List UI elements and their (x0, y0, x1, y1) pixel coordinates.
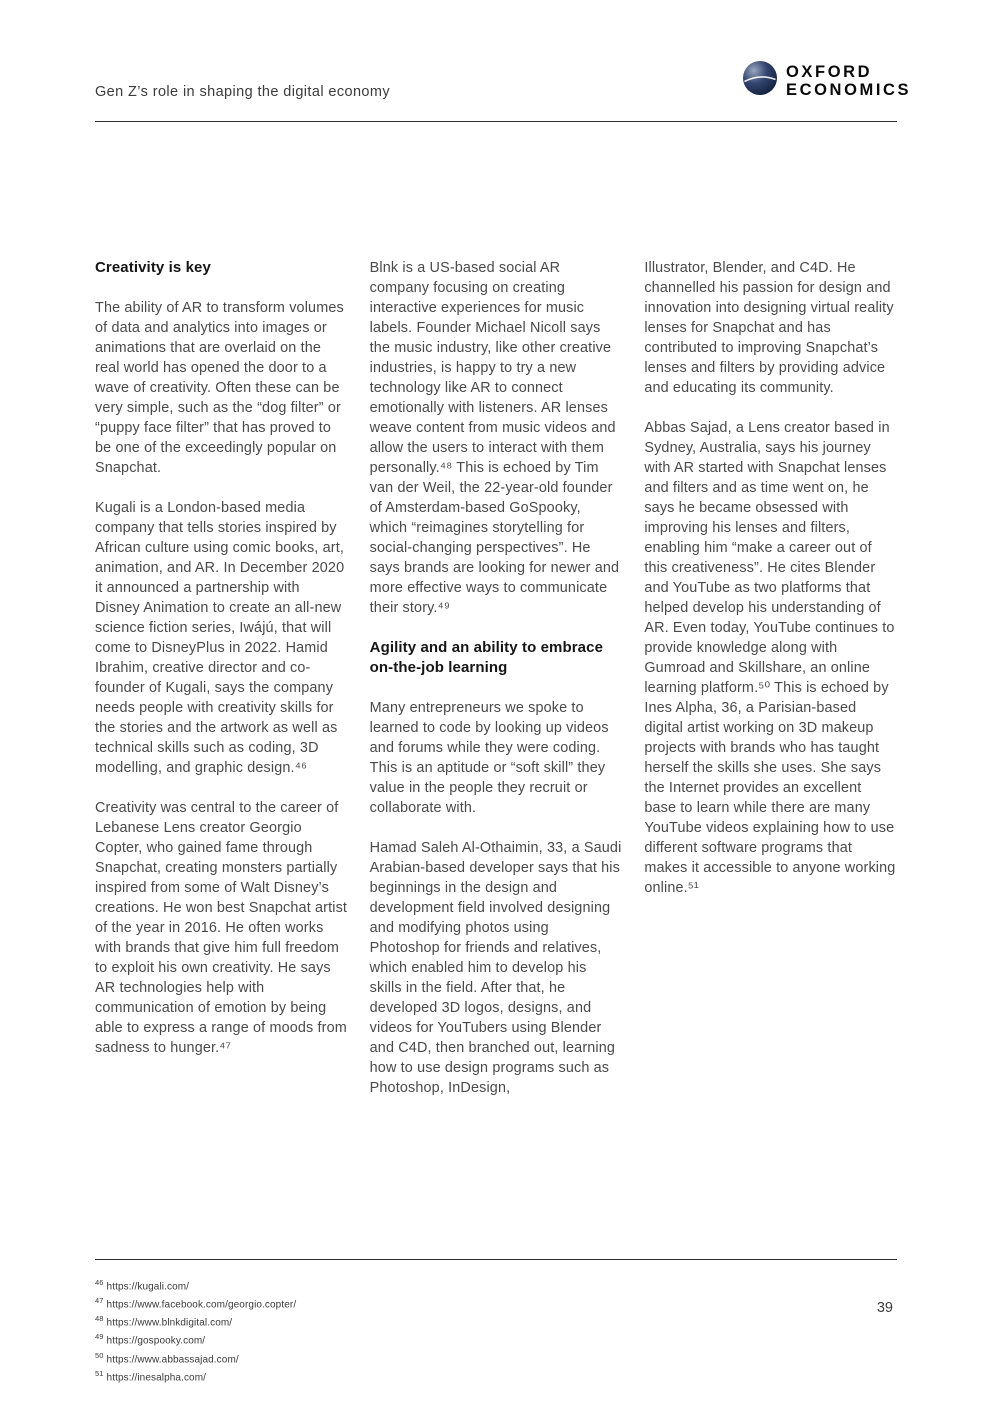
paragraph: Many entrepreneurs we spoke to learned to code by looking up videos and forums while they were coding. This is an aptitude or “soft skill” they value in the people they recruit or collaborate with. (369, 700, 609, 816)
section-heading-agility: Agility and an ability to embrace on-the-job learning (369, 639, 604, 676)
footnote-number: 51 (95, 1368, 104, 1378)
paragraph: Abbas Sajad, a Lens creator based in Sydney, Australia, says his journey with AR started with Snapchat lenses and filters and as time went on, he says he became obsessed with improving his lenses and filters, enabling him “make a career out of this creativeness”. He cites Blender and YouTube as two platforms that helped develop his understanding of AR. Even today, YouTube continues to provide knowledge along with Gumroad and Skillshare, an online learning platform.⁵⁰ This is echoed by Ines Alpha, 36, a Parisian-based digital artist working on 3D makeup projects with brands who has taught herself the skills she uses. She says the Internet provides an excellent base to learn while there are many YouTube videos explaining how to use different software programs that makes it accessible to anyone working online.⁵¹ (644, 420, 896, 896)
paragraph: Illustrator, Blender, and C4D. He channelled his passion for design and innovation into designing virtual reality lenses for Snapchat and has contributed to improving Snapchat’s lenses and filters by providing advice and educating its community. (644, 260, 894, 396)
running-header: Gen Z’s role in shaping the digital economy (95, 84, 391, 100)
globe-icon (742, 60, 778, 101)
article-body (95, 258, 897, 1098)
logo-text (786, 63, 911, 99)
logo-line-2: ECONOMICS (786, 80, 912, 99)
paragraph: Creativity was central to the career of Lebanese Lens creator Georgio Copter, who gained fame through Snapchat, creating monsters partially inspired from some of Walt Disney’s creations. He won best Snapchat artist of the year in 2016. He often works with brands that give him full freedom to exploit his own creativity. He says AR technologies help with communication of emotion by being able to express a range of moods from sadness to hunger.⁴⁷ (95, 800, 348, 1056)
footnote (95, 1367, 655, 1385)
logo-line-1: OXFORD (786, 62, 873, 81)
footnote-number: 49 (95, 1332, 104, 1342)
page-number: 39 (876, 1300, 893, 1316)
footnotes (95, 1276, 655, 1385)
footnote-link[interactable]: https://gospooky.com/ (106, 1335, 206, 1347)
footnote (95, 1330, 655, 1348)
column-1 (95, 258, 348, 1098)
footnote-number: 46 (95, 1278, 104, 1287)
column-2 (370, 258, 623, 1098)
section-heading-creativity: Creativity is key (95, 259, 211, 276)
paragraph: Kugali is a London-based media company that tells stories inspired by African culture using comic books, art, animation, and AR. In December 2020 it announced a partnership with Disney Animation to create an all-new science fiction series, Iwájú, that will come to DisneyPlus in 2022. Hamid Ibrahim, creative director and co-founder of Kugali, says the company needs people with creativity skills for the stories and the artwork as well as technical skills such as coding, 3D modelling, and graphic design.⁴⁶ (95, 500, 345, 776)
footnote-number: 48 (95, 1314, 104, 1324)
column-3 (644, 258, 897, 1098)
footnote-link[interactable]: https://www.blnkdigital.com/ (106, 1317, 233, 1329)
footnote-link[interactable]: https://inesalpha.com/ (106, 1371, 207, 1383)
footnote-link[interactable]: https://www.facebook.com/georgio.copter/ (106, 1299, 297, 1311)
paragraph: Hamad Saleh Al-Othaimin, 33, a Saudi Arabian-based developer says that his beginnings in the design and development field involved designing and modifying photos using Photoshop for friends and relatives, which enabled him to develop his skills in the field. After that, he developed 3D logos, designs, and videos for YouTubers using Blender and C4D, then branched out, learning how to use design programs such as Photoshop, InDesign, (369, 840, 622, 1096)
footnote-number: 47 (95, 1296, 104, 1306)
footer-divider (95, 1259, 897, 1260)
oxford-economics-logo (742, 60, 911, 101)
footnote (95, 1294, 655, 1312)
header-divider (95, 121, 897, 122)
paragraph: Blnk is a US-based social AR company focusing on creating interactive experiences for music labels. Founder Michael Nicoll says the music industry, like other creative industries, is happy to try a new technology like AR to connect emotionally with listeners. AR lenses weave content from music videos and allow the users to interact with them personally.⁴⁸ This is echoed by Tim van der Weil, the 22-year-old founder of Amsterdam-based GoSpooky, which “reimagines storytelling for social-changing perspectives”. He says brands are looking for newer and more effective ways to communicate their story.⁴⁹ (369, 260, 620, 616)
footnote-link[interactable]: https://kugali.com/ (106, 1281, 190, 1293)
footnote (95, 1312, 655, 1330)
paragraph: The ability of AR to transform volumes of data and analytics into images or animations that are overlaid on the real world has opened the door to a wave of creativity. Often these can be very simple, such as the “dog filter” or “puppy face filter” that has proved to be one of the exceedingly popular on Snapchat. (95, 300, 344, 476)
footnote (95, 1276, 655, 1294)
footnote (95, 1349, 655, 1367)
footnote-number: 50 (95, 1350, 104, 1360)
footnote-link[interactable]: https://www.abbassajad.com/ (106, 1353, 239, 1365)
